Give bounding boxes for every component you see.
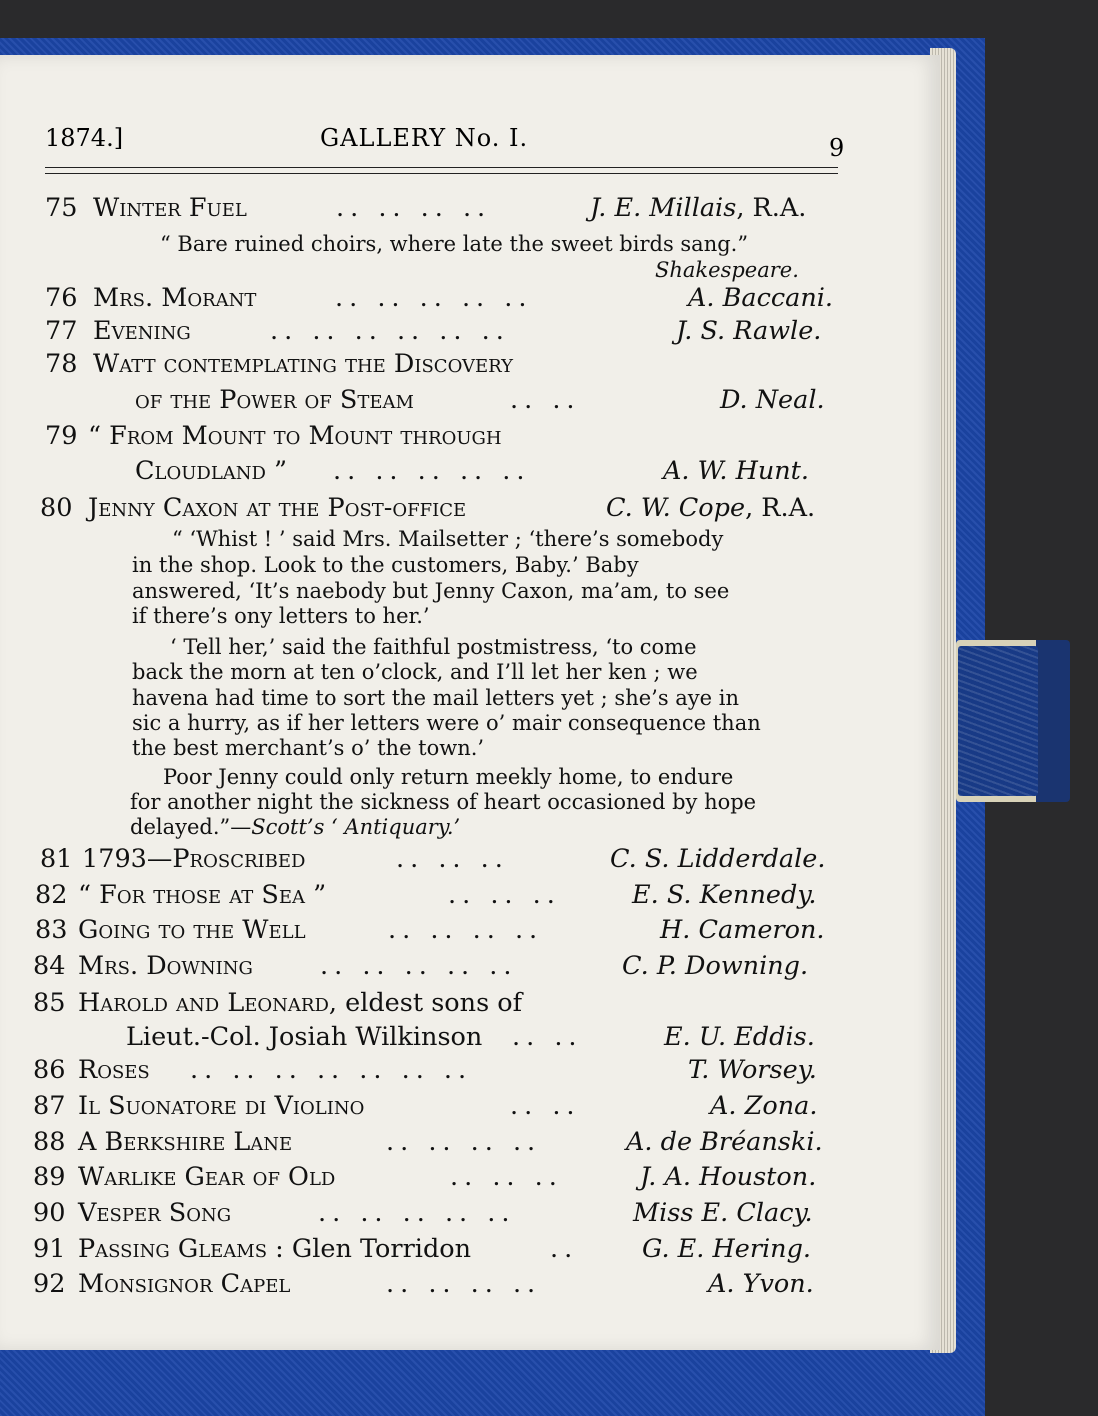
- entry-artist: A. Yvon.: [708, 1269, 814, 1299]
- entry-number: 75: [45, 193, 78, 223]
- entry-title: Mrs. Morant: [93, 283, 257, 313]
- entry-number: 77: [45, 316, 78, 346]
- quote-line: the best merchant’s o’ the town.’: [132, 736, 485, 760]
- entry-number: 87: [33, 1091, 66, 1121]
- entry-artist: C. W. Cope, R.A.: [606, 493, 816, 523]
- quote-line: answered, ‘It’s naebody but Jenny Caxon, ma’am, to see: [132, 579, 730, 603]
- entry-number: 79: [45, 421, 78, 451]
- entry-title: Evening: [93, 316, 191, 346]
- leader-dots: .. .. .. ..: [386, 1127, 542, 1157]
- quote-line: Poor Jenny could only return meekly home, to endure: [163, 765, 734, 789]
- header-year: 1874.]: [45, 124, 124, 152]
- entry-title: Roses: [78, 1055, 150, 1085]
- entry-title: 1793—Proscribed: [82, 844, 306, 874]
- entry-artist: D. Neal.: [720, 385, 825, 415]
- entry-title: Vesper Song: [78, 1198, 232, 1228]
- entry-title: Going to the Well: [78, 915, 306, 945]
- entry-number: 86: [33, 1055, 66, 1085]
- entry-artist: C. P. Downing.: [622, 951, 809, 981]
- entry-number: 88: [33, 1127, 66, 1157]
- quote-text: “ Bare ruined choirs, where late the sweet birds sang.”: [160, 232, 749, 256]
- header-rule-bottom: [45, 173, 838, 174]
- leader-dots: .. ..: [510, 1091, 581, 1121]
- page-header: [45, 124, 845, 164]
- entry-artist: Miss E. Clacy.: [633, 1198, 813, 1228]
- entry-title: Mrs. Downing: [78, 951, 253, 981]
- leader-dots: .. ..: [510, 385, 581, 415]
- leader-dots: .. ..: [512, 1022, 583, 1052]
- entry-title: Jenny Caxon at the Post-office: [88, 493, 467, 523]
- quote-line: back the morn at ten o’clock, and I’ll let her ken ; we: [132, 660, 698, 684]
- header-rule-top: [45, 167, 838, 168]
- leader-dots: .. .. ..: [396, 844, 509, 874]
- leader-dots: .. .. .. ..: [336, 193, 492, 223]
- leader-dots: .. .. .. .. .. .. ..: [190, 1055, 473, 1085]
- header-title: GALLERY No. I.: [320, 124, 529, 152]
- entry-title-continued: of the Power of Steam: [135, 385, 414, 415]
- entry-title: Warlike Gear of Old: [78, 1162, 336, 1192]
- leader-dots: .. .. .. .. ..: [333, 456, 531, 486]
- page-number: 9: [829, 134, 845, 162]
- quote-attribution: Shakespeare.: [655, 258, 799, 282]
- leader-dots: .. .. .. .. ..: [318, 1198, 516, 1228]
- entry-number: 83: [35, 915, 68, 945]
- leader-dots: .. .. .. ..: [386, 1269, 542, 1299]
- quote-line: delayed.”—Scott’s ‘ Antiquary.’: [130, 815, 461, 839]
- entry-title: Winter Fuel: [93, 193, 247, 223]
- entry-artist: J. A. Houston.: [640, 1162, 817, 1192]
- entry-artist: H. Cameron.: [660, 915, 825, 945]
- entry-title: Monsignor Capel: [78, 1269, 291, 1299]
- entry-title-continued: Lieut.-Col. Josiah Wilkinson: [126, 1022, 483, 1052]
- entry-title: “ For those at Sea ”: [78, 880, 327, 910]
- entry-title: A Berkshire Lane: [78, 1127, 293, 1157]
- quote-line: if there’s ony letters to her.’: [132, 604, 430, 628]
- quote-line: havena had time to sort the mail letters yet ; she’s aye in: [132, 686, 740, 710]
- entry-artist: A. Zona.: [710, 1091, 818, 1121]
- entry-artist: T. Worsey.: [688, 1055, 817, 1085]
- entry-artist: C. S. Lidderdale.: [610, 844, 826, 874]
- entry-number: 91: [33, 1234, 66, 1264]
- entry-artist: G. E. Hering.: [642, 1234, 812, 1264]
- entry-artist: J. E. Millais, R.A.: [590, 193, 807, 223]
- leader-dots: .. .. .. .. .. ..: [270, 316, 510, 346]
- quote-line: ‘ Tell her,’ said the faithful postmistress, ‘to come: [170, 635, 697, 659]
- entry-artist: A. W. Hunt.: [663, 456, 810, 486]
- entry-title: Watt contemplating the Discovery: [93, 349, 514, 379]
- entry-artist: E. U. Eddis.: [664, 1022, 815, 1052]
- entry-number: 81: [40, 844, 73, 874]
- leader-dots: .. .. .. .. ..: [320, 951, 518, 981]
- leader-dots: ..: [550, 1234, 579, 1264]
- quote-line: for another night the sickness of heart occasioned by hope: [130, 790, 757, 814]
- leader-dots: .. .. .. .. ..: [335, 283, 533, 313]
- entry-number: 85: [33, 988, 66, 1018]
- entry-number: 82: [35, 880, 68, 910]
- entry-number: 78: [45, 349, 78, 379]
- entry-artist: A. Baccani.: [688, 283, 834, 313]
- entry-number: 90: [33, 1198, 66, 1228]
- entry-artist: J. S. Rawle.: [676, 316, 822, 346]
- entry-title: Il Suonatore di Violino: [78, 1091, 365, 1121]
- entry-number: 80: [40, 493, 73, 523]
- entry-title: “ From Mount to Mount through: [88, 421, 502, 451]
- leader-dots: .. .. .. ..: [388, 915, 544, 945]
- leader-dots: .. .. ..: [448, 880, 561, 910]
- entry-artist: A. de Bréanski.: [626, 1127, 823, 1157]
- quote-line: “ ‘Whist ! ’ said Mrs. Mailsetter ; ‘there’s somebody: [172, 527, 724, 551]
- bookmark-ribbon-fabric: [958, 646, 1038, 796]
- entry-artist: E. S. Kennedy.: [632, 880, 817, 910]
- entry-title-continued: Cloudland ”: [135, 456, 288, 486]
- entry-number: 84: [33, 951, 66, 981]
- entry-number: 76: [45, 283, 78, 313]
- quote-line: in the shop. Look to the customers, Baby.’ Baby: [132, 553, 639, 577]
- quote-source: Scott’s ‘ Antiquary.’: [251, 815, 461, 839]
- entry-number: 89: [33, 1162, 66, 1192]
- entry-title: Passing Gleams : Glen Torridon: [78, 1234, 472, 1264]
- entry-title: Harold and Leonard, eldest sons of: [78, 988, 523, 1018]
- quote-line: sic a hurry, as if her letters were o’ mair consequence than: [132, 711, 761, 735]
- entry-number: 92: [33, 1269, 66, 1299]
- leader-dots: .. .. ..: [450, 1162, 563, 1192]
